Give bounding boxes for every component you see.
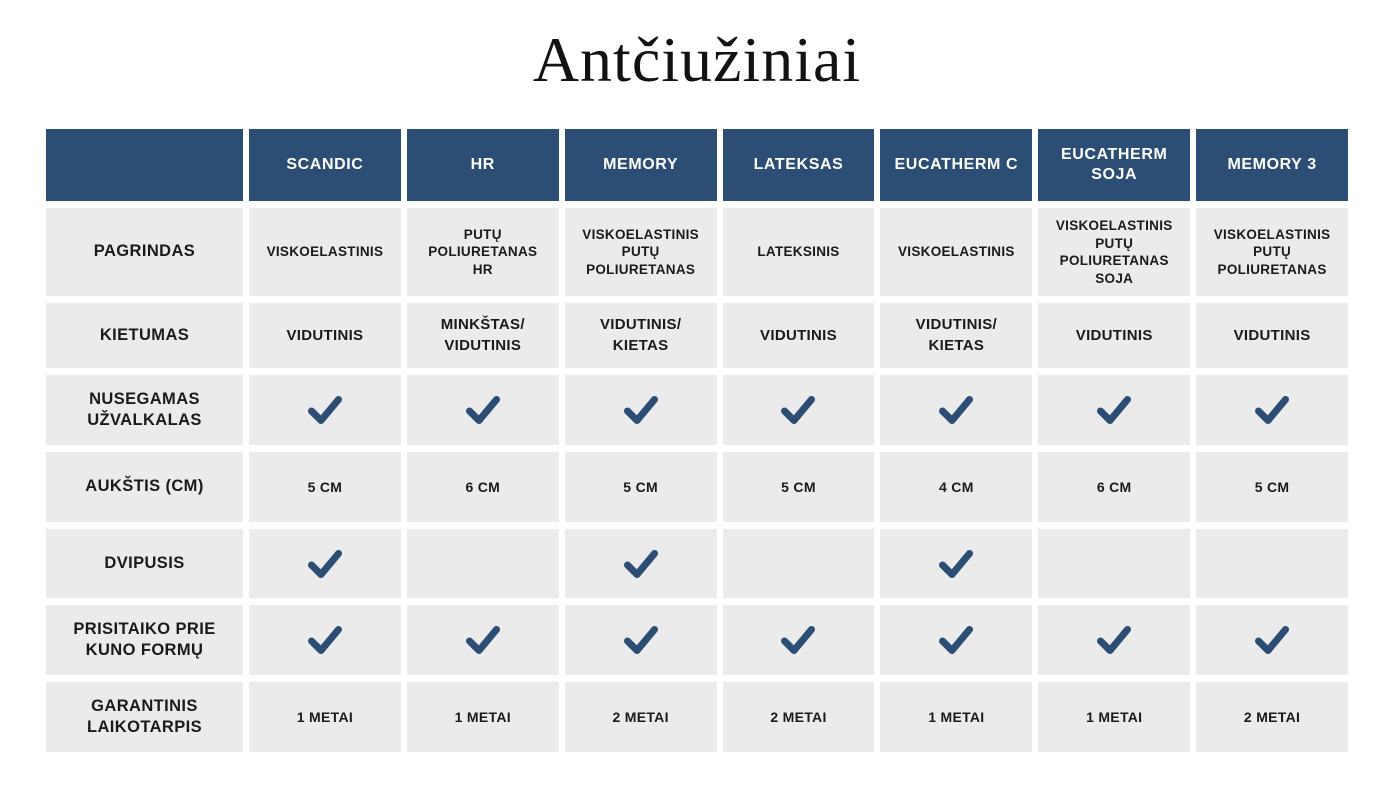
value-cell xyxy=(1038,605,1190,675)
check-icon xyxy=(621,394,661,426)
page-title: Antčiužiniai xyxy=(532,24,862,95)
value-cell: VISKOELASTINIS PUTŲ POLIURETANAS SOJA xyxy=(1038,208,1190,296)
header-corner xyxy=(46,129,243,201)
value-cell xyxy=(249,375,401,445)
check-icon xyxy=(936,624,976,656)
value-cell: VIDUTINIS xyxy=(1038,303,1190,368)
value-cell xyxy=(880,605,1032,675)
value-cell: VISKOELASTINIS xyxy=(880,208,1032,296)
column-header: MEMORY 3 xyxy=(1196,129,1348,201)
row-label: NUSEGAMAS UŽVALKALAS xyxy=(46,375,243,445)
value-cell xyxy=(1196,529,1348,598)
column-header: LATEKSAS xyxy=(723,129,875,201)
check-icon xyxy=(1252,394,1292,426)
value-cell: 5 CM xyxy=(723,452,875,522)
value-cell: 5 CM xyxy=(565,452,717,522)
value-cell: VIDUTINIS/​KIETAS xyxy=(880,303,1032,368)
value-cell: LATEKSINIS xyxy=(723,208,875,296)
check-icon xyxy=(305,624,345,656)
check-icon xyxy=(463,394,503,426)
row-label: DVIPUSIS xyxy=(46,529,243,598)
value-cell xyxy=(880,375,1032,445)
value-cell: VISKOELASTINIS PUTŲ POLIURETANAS xyxy=(565,208,717,296)
column-header: MEMORY xyxy=(565,129,717,201)
value-cell xyxy=(1196,375,1348,445)
check-icon xyxy=(1094,624,1134,656)
column-header: HR xyxy=(407,129,559,201)
check-icon xyxy=(621,624,661,656)
value-cell: 1 METAI xyxy=(249,682,401,752)
row-label: GARANTINIS LAIKOTARPIS xyxy=(46,682,243,752)
value-cell: 2 METAI xyxy=(1196,682,1348,752)
row-label: AUKŠTIS (CM) xyxy=(46,452,243,522)
check-icon xyxy=(936,394,976,426)
check-icon xyxy=(463,624,503,656)
check-icon xyxy=(1252,624,1292,656)
check-icon xyxy=(305,394,345,426)
column-header: SCANDIC xyxy=(249,129,401,201)
check-icon xyxy=(778,624,818,656)
value-cell xyxy=(407,605,559,675)
value-cell xyxy=(407,529,559,598)
check-icon xyxy=(936,548,976,580)
value-cell xyxy=(249,529,401,598)
column-header: EUCATHERM SOJA xyxy=(1038,129,1190,201)
value-cell xyxy=(565,375,717,445)
value-cell xyxy=(407,375,559,445)
value-cell: 2 METAI xyxy=(723,682,875,752)
value-cell: 6 CM xyxy=(407,452,559,522)
value-cell: VIDUTINIS xyxy=(1196,303,1348,368)
comparison-table xyxy=(46,129,1348,752)
value-cell: 5 CM xyxy=(1196,452,1348,522)
value-cell: VISKOELASTINIS PUTŲ POLIURETANAS xyxy=(1196,208,1348,296)
value-cell xyxy=(723,605,875,675)
value-cell: PUTŲ POLIURETANAS HR xyxy=(407,208,559,296)
value-cell: MINKŠTAS/​VIDUTINIS xyxy=(407,303,559,368)
value-cell: 5 CM xyxy=(249,452,401,522)
value-cell: 1 METAI xyxy=(407,682,559,752)
value-cell xyxy=(565,605,717,675)
row-label: KIETUMAS xyxy=(46,303,243,368)
value-cell xyxy=(880,529,1032,598)
check-icon xyxy=(621,548,661,580)
check-icon xyxy=(305,548,345,580)
value-cell xyxy=(565,529,717,598)
value-cell: VIDUTINIS xyxy=(723,303,875,368)
row-label: PAGRINDAS xyxy=(46,208,243,296)
row-label: PRISITAIKO PRIE KUNO FORMŲ xyxy=(46,605,243,675)
value-cell xyxy=(1196,605,1348,675)
value-cell: 1 METAI xyxy=(880,682,1032,752)
value-cell xyxy=(1038,529,1190,598)
column-header: EUCATHERM C xyxy=(880,129,1032,201)
value-cell: 6 CM xyxy=(1038,452,1190,522)
value-cell xyxy=(723,529,875,598)
value-cell xyxy=(723,375,875,445)
value-cell xyxy=(1038,375,1190,445)
value-cell: VIDUTINIS/​KIETAS xyxy=(565,303,717,368)
check-icon xyxy=(778,394,818,426)
value-cell xyxy=(249,605,401,675)
value-cell: 1 METAI xyxy=(1038,682,1190,752)
value-cell: 2 METAI xyxy=(565,682,717,752)
check-icon xyxy=(1094,394,1134,426)
value-cell: VIDUTINIS xyxy=(249,303,401,368)
value-cell: VISKOELASTINIS xyxy=(249,208,401,296)
value-cell: 4 CM xyxy=(880,452,1032,522)
